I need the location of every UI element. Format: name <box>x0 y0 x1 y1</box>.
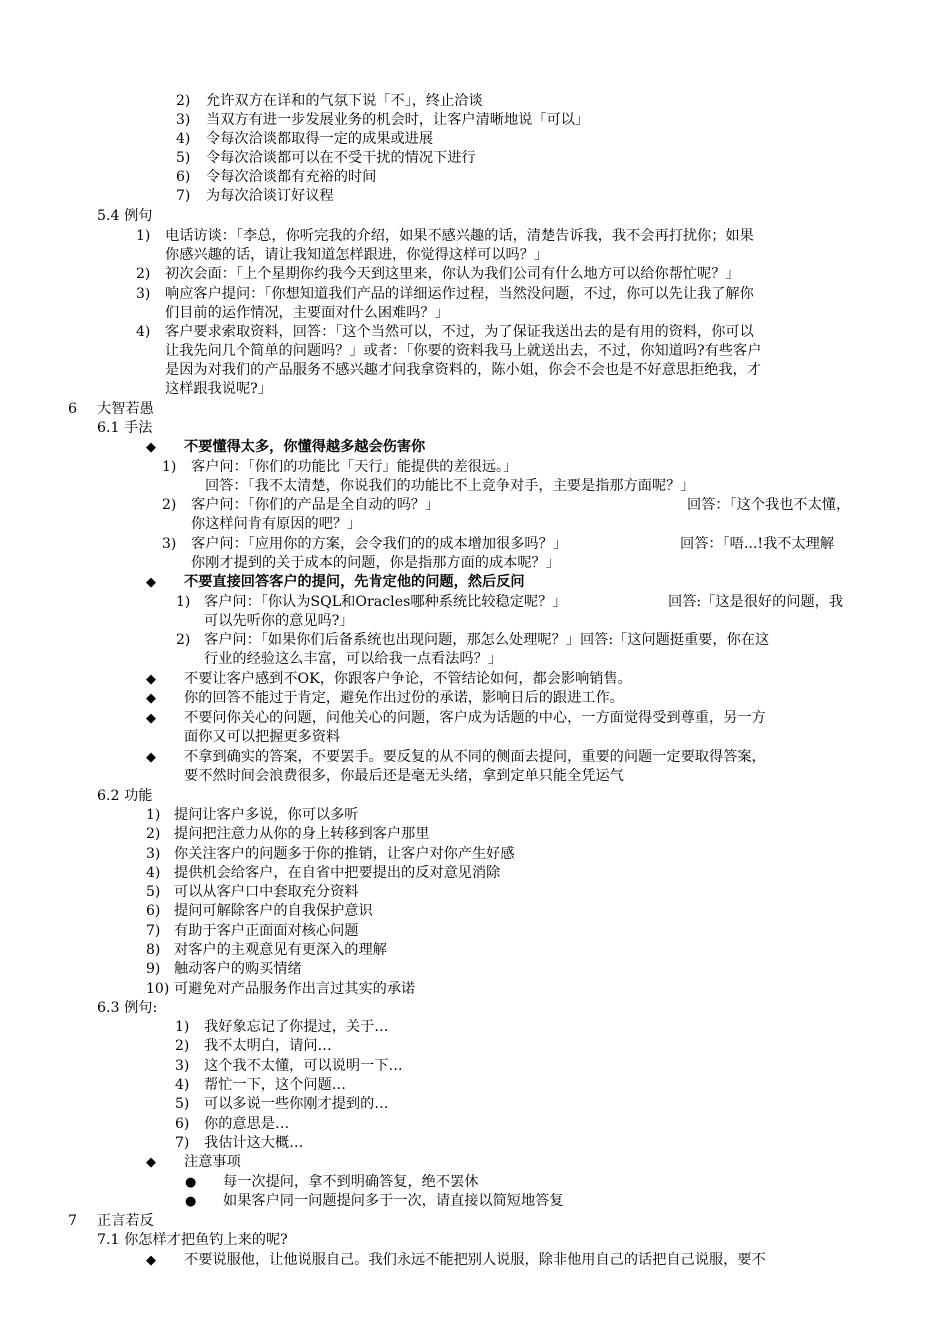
bullet-text: 每一次提问，拿不到明确答复，绝不罢休 <box>223 1174 479 1190</box>
list-number: 3) <box>162 536 177 552</box>
list-number: 4) <box>146 865 161 881</box>
list-number: 9) <box>146 961 161 977</box>
list-item-text: 帮忙一下，这个问题… <box>204 1077 346 1093</box>
list-item-text: 允许双方在详和的气氛下说「不」，终止洽谈 <box>206 93 483 109</box>
bullet-text: 不要让客户感到不OK，你跟客户争论，不管结论如何，都会影响销售。 <box>184 671 632 687</box>
list-number: 1) <box>136 228 151 244</box>
bullet-text: 要不然时间会浪费很多，你最后还是毫无头绪，拿到定单只能全凭运气 <box>184 768 624 784</box>
list-item-text: 响应客户提问：「你想知道我们产品的详细运作过程，当然没问题，不过，你可以先让我了解你 <box>165 286 754 302</box>
answer-text: 回答:「这是很好的问题，我 <box>668 594 844 610</box>
bullet-text: 面你又可以把握更多资料 <box>184 729 341 745</box>
section-heading: 6.3 例句: <box>97 1000 158 1016</box>
list-item-text: 提问让客户多说，你可以多听 <box>174 807 359 823</box>
list-number: 5) <box>146 884 161 900</box>
answer-text: 回答：「这个我也不太懂， <box>687 497 851 513</box>
list-item-text: 你的意思是… <box>204 1116 290 1132</box>
section-heading: 7.1 你怎样才把鱼钓上来的呢? <box>97 1232 288 1248</box>
list-number: 6) <box>176 169 191 185</box>
list-item-text: 提问把注意力从你的身上转移到客户那里 <box>174 826 430 842</box>
list-item-text: 为每次洽谈订好议程 <box>206 188 334 204</box>
diamond-bullet-icon: ◆ <box>146 1155 156 1170</box>
list-number: 8) <box>146 942 161 958</box>
list-item-text: 对客户的主观意见有更深入的理解 <box>174 942 387 958</box>
diamond-bullet-icon: ◆ <box>146 575 156 590</box>
bullet-text: 不要问你关心的问题，问他关心的问题，客户成为话题的中心，一方面觉得受到尊重，另一方 <box>184 710 766 726</box>
answer-text: 行业的经验这么丰富，可以给我一点看法吗？」 <box>204 651 502 667</box>
list-number: 4) <box>175 1077 190 1093</box>
list-number: 1) <box>162 459 177 475</box>
list-number: 2) <box>146 826 161 842</box>
chapter-title: 正言若反 <box>97 1213 154 1229</box>
section-heading: 6.2 功能 <box>97 788 153 804</box>
list-item-text: 们目前的运作情况，主要面对什么困难吗？」 <box>165 305 449 321</box>
bullet-text: 不要直接回答客户的提问，先肯定他的问题，然后反问 <box>184 574 525 590</box>
list-number: 1) <box>175 1019 190 1035</box>
answer-text: 回答：「唔...!我不太理解 <box>680 536 835 552</box>
list-number: 2) <box>176 632 191 648</box>
list-number: 4) <box>176 131 191 147</box>
list-item-text: 让我先问几个简单的问题吗？」或者：「你要的资料我马上就送出去，不过，你知道吗?有些客户 <box>165 343 762 359</box>
question-text: 客户问：「你们的产品是全自动的吗？」 <box>191 497 440 513</box>
bullet-text: 你的回答不能过于肯定，避免作出过份的承诺，影响日后的跟进工作。 <box>184 690 624 706</box>
list-number: 1) <box>146 807 161 823</box>
diamond-bullet-icon: ◆ <box>146 711 156 726</box>
chapter-title: 大智若愚 <box>97 401 154 417</box>
list-item-text: 电话访谈：「李总，你听完我的介绍，如果不感兴趣的话，清楚告诉我，我不会再打扰你；如果 <box>165 228 754 244</box>
list-number: 2) <box>175 1038 190 1054</box>
list-number: 5) <box>175 1096 190 1112</box>
list-item-text: 当双方有进一步发展业务的机会时，让客户清晰地说「可以」 <box>206 112 590 128</box>
list-number: 3) <box>136 286 151 302</box>
chapter-number: 7 <box>68 1213 78 1229</box>
list-number: 2) <box>176 93 191 109</box>
bullet-text: 不要懂得太多，你懂得越多越会伤害你 <box>184 439 426 455</box>
question-text: 客户问：「应用你的方案，会令我们的的成本增加很多吗？」 <box>191 536 567 552</box>
list-item-text: 令每次洽谈都可以在不受干扰的情况下进行 <box>206 150 476 166</box>
list-number: 6) <box>146 903 161 919</box>
diamond-bullet-icon: ◆ <box>146 672 156 687</box>
list-number: 4) <box>136 324 151 340</box>
diamond-bullet-icon: ◆ <box>146 691 156 706</box>
section-heading: 5.4 例句 <box>97 208 153 224</box>
list-item-text: 这样跟我说呢?」 <box>165 381 272 397</box>
list-item-text: 我好象忘记了你提过，关于… <box>204 1019 389 1035</box>
dot-bullet-icon: ● <box>185 1175 197 1190</box>
list-item-text: 你关注客户的问题多于你的推销，让客户对你产生好感 <box>174 846 515 862</box>
question-text: 客户问：「你们的功能比「天行」能提供的差很远。」 <box>191 459 518 475</box>
bullet-text: 注意事项 <box>184 1154 241 1170</box>
answer-text: 回答：「我不太清楚，你说我们的功能比不上竞争对手，主要是指那方面呢？」 <box>205 478 695 494</box>
diamond-bullet-icon: ◆ <box>146 750 156 765</box>
list-item-text: 可以从客户口中套取充分资料 <box>174 884 359 900</box>
list-item-text: 触动客户的购买情绪 <box>174 961 302 977</box>
list-number: 7) <box>146 923 161 939</box>
list-number: 3) <box>176 112 191 128</box>
diamond-bullet-icon: ◆ <box>146 1253 156 1268</box>
list-item-text: 这个我不太懂，可以说明一下… <box>204 1058 403 1074</box>
list-item-text: 你感兴趣的话，请让我知道怎样跟进，你觉得这样可以吗？」 <box>165 247 549 263</box>
list-item-text: 初次会面：「上个星期你约我今天到这里来，你认为我们公司有什么地方可以给你帮忙呢？」 <box>165 266 740 282</box>
question-text: 客户问：「如果你们后备系统也出现问题，那怎么处理呢？」回答:「这问题挺重要，你在这 <box>204 632 770 648</box>
bullet-text: 不拿到确实的答案，不要罢手。要反复的从不同的侧面去提问，重要的问题一定要取得答案， <box>184 749 766 765</box>
answer-text: 你刚才提到的关于成本的问题，你是指那方面的成本呢？」 <box>191 555 560 571</box>
list-item-text: 提问可解除客户的自我保护意识 <box>174 903 373 919</box>
section-heading: 6.1 手法 <box>97 420 153 436</box>
list-number: 3) <box>175 1058 190 1074</box>
answer-text: 可以先听你的意见吗?」 <box>204 613 354 629</box>
question-text: 客户问：「你认为SQL和Oracles哪种系统比较稳定呢？」 <box>204 594 567 610</box>
list-number: 6) <box>175 1116 190 1132</box>
list-item-text: 我估计这大概… <box>204 1135 304 1151</box>
list-number: 2) <box>162 497 177 513</box>
list-number: 10) <box>146 981 170 997</box>
list-number: 1) <box>176 594 191 610</box>
list-item-text: 有助于客户正面面对核心问题 <box>174 923 359 939</box>
list-number: 3) <box>146 846 161 862</box>
dot-bullet-icon: ● <box>185 1194 197 1209</box>
list-item-text: 令每次洽谈都取得一定的成果或进展 <box>206 131 434 147</box>
bullet-text: 如果客户同一问题提问多于一次，请直接以简短地答复 <box>223 1193 564 1209</box>
bullet-text: 不要说服他，让他说服自己。我们永远不能把别人说服，除非他用自己的话把自己说服，要不 <box>184 1252 766 1268</box>
list-item-text: 是因为对我们的产品服务不感兴趣才问我拿资料的，陈小姐，你会不会也是不好意思拒绝我，才 <box>165 362 761 378</box>
list-item-text: 我不太明白，请问… <box>204 1038 332 1054</box>
list-item-text: 提供机会给客户，在自省中把要提出的反对意见消除 <box>174 865 501 881</box>
chapter-number: 6 <box>68 401 78 417</box>
list-number: 2) <box>136 266 151 282</box>
diamond-bullet-icon: ◆ <box>146 440 156 455</box>
list-item-text: 令每次洽谈都有充裕的时间 <box>206 169 377 185</box>
list-item-text: 客户要求索取资料，回答：「这个当然可以，不过，为了保证我送出去的是有用的资料，你可以 <box>165 324 754 340</box>
list-item-text: 可避免对产品服务作出言过其实的承诺 <box>174 981 416 997</box>
list-number: 7) <box>175 1135 190 1151</box>
answer-text: 你这样问肯有原因的吧？」 <box>191 516 362 532</box>
list-number: 5) <box>176 150 191 166</box>
list-number: 7) <box>176 188 191 204</box>
list-item-text: 可以多说一些你刚才提到的… <box>204 1096 389 1112</box>
